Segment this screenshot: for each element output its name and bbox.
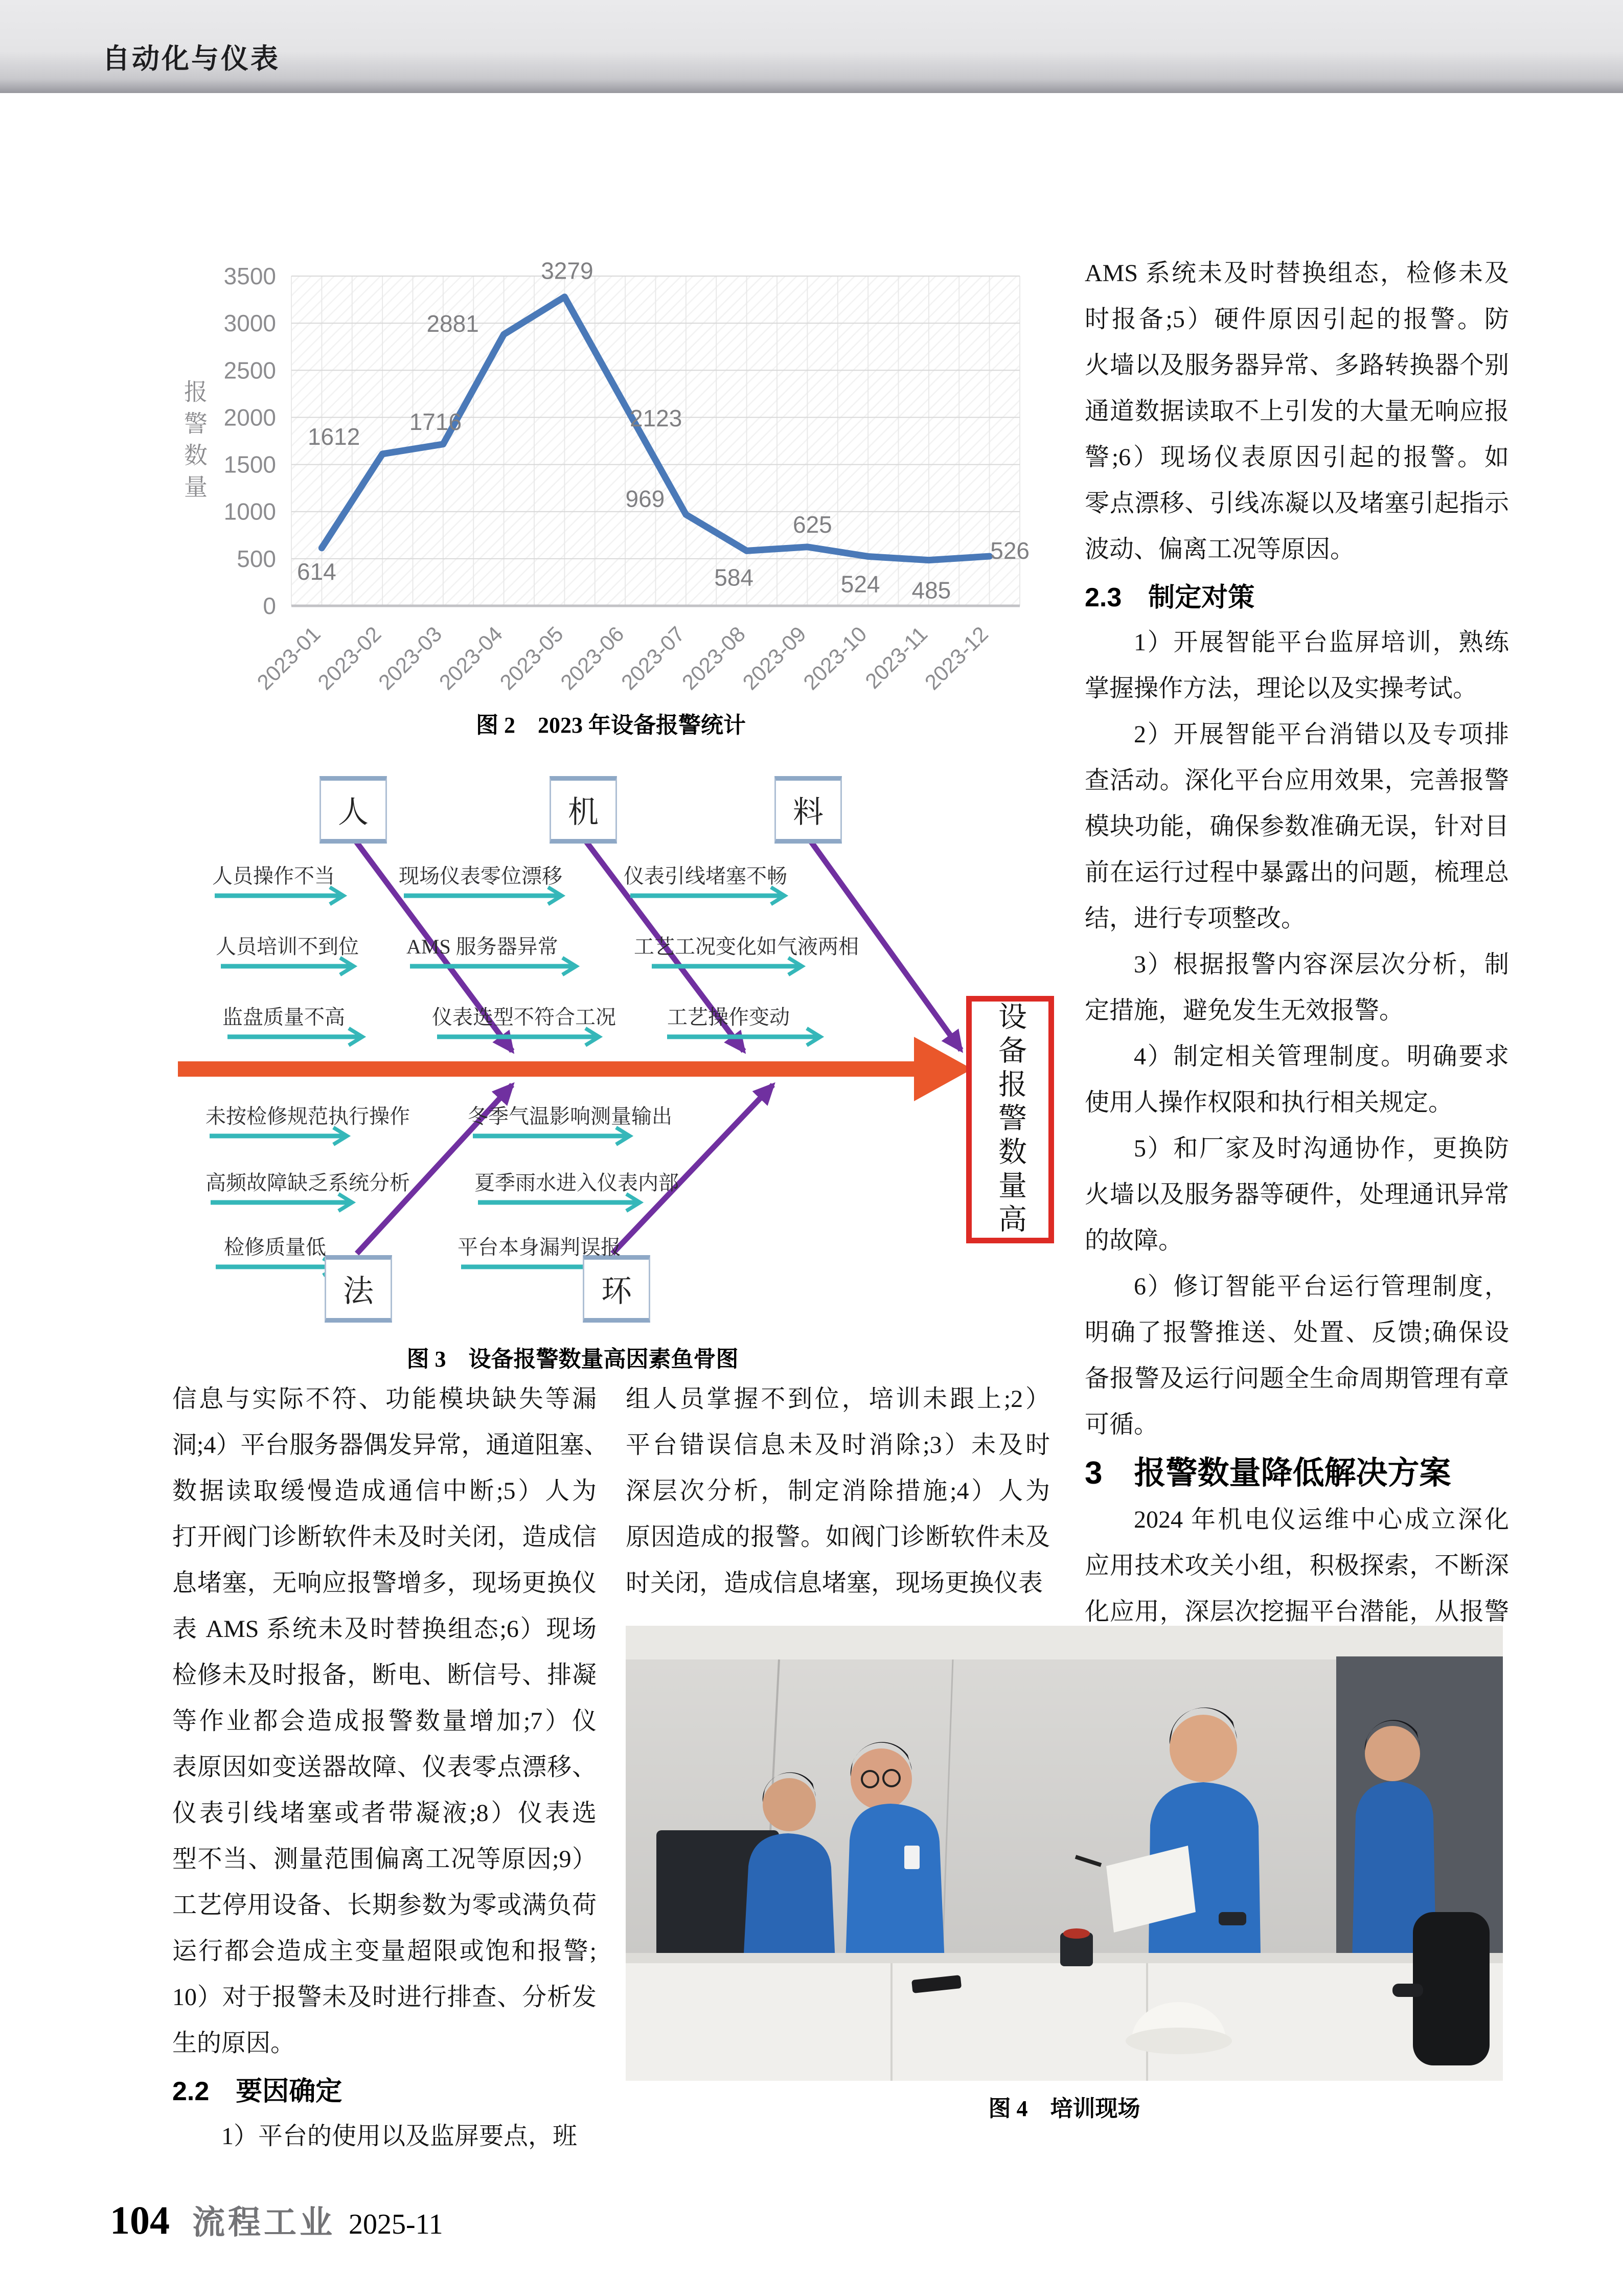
svg-text:2023-06: 2023-06 <box>556 622 629 695</box>
text-line: 3）根据报警内容深层次分析，制 <box>1134 951 1509 978</box>
text-line: 运行都会造成主变量超限或饱和报警; <box>172 1938 597 1965</box>
text-line: 5）和厂家及时沟通协作，更换防 <box>1134 1135 1509 1162</box>
text-line: 火墙以及服务器异常、多路转换器个别 <box>1085 352 1509 379</box>
text-line: 前在运行过程中暴露出的问题，梳理总 <box>1085 859 1509 886</box>
text-line: 4）制定相关管理制度。明确要求 <box>1134 1043 1509 1070</box>
cause-label: 现场仪表零位漂移 <box>399 865 562 888</box>
svg-text:2023-09: 2023-09 <box>738 622 811 695</box>
chart-y-axis-title: 报警数量 <box>181 379 207 506</box>
text-line: 洞;4）平台服务器偶发异常，通道阻塞、 <box>172 1431 609 1459</box>
heading-2-2: 2.2 要因确定 <box>172 2077 342 2106</box>
training-photo-illustration <box>626 1626 1503 2081</box>
category-box-material: 料 <box>774 776 842 844</box>
svg-text:1612: 1612 <box>307 423 360 450</box>
text-line: 结，进行专项整改。 <box>1085 905 1306 932</box>
fishbone-diagram <box>174 767 1050 1345</box>
svg-text:3279: 3279 <box>541 257 593 284</box>
svg-text:2023-03: 2023-03 <box>374 622 447 695</box>
svg-text:2881: 2881 <box>426 310 479 337</box>
text-line: 明确了报警推送、处置、反馈;确保设 <box>1085 1319 1509 1346</box>
section-title: 自动化与仪表 <box>102 43 280 74</box>
figure3-caption: 图 3 设备报警数量高因素鱼骨图 <box>406 1347 739 1372</box>
cause-label: 高频故障缺乏系统分析 <box>205 1171 410 1194</box>
heading-2-3: 2.3 制定对策 <box>1085 583 1255 612</box>
text-column-middle <box>626 1376 1050 1606</box>
cause-label: 人员操作不当 <box>212 865 335 888</box>
text-line: 1）平台的使用以及监屏要点，班 <box>221 2123 578 2150</box>
category-box-machine: 机 <box>550 776 617 844</box>
cause-label: 冬季气温影响测量输出 <box>468 1105 672 1128</box>
text-line: 表 AMS 系统未及时替换组态;6）现场 <box>172 1616 597 1643</box>
svg-text:2500: 2500 <box>223 357 276 384</box>
svg-text:2023-01: 2023-01 <box>252 622 325 695</box>
photo-ceiling <box>626 1626 1503 1660</box>
text-line: 零点漂移、引线冻凝以及堵塞引起指示 <box>1085 490 1509 517</box>
svg-text:2023-07: 2023-07 <box>616 622 690 695</box>
svg-text:2023-10: 2023-10 <box>798 622 872 695</box>
svg-text:0: 0 <box>263 593 276 619</box>
svg-text:2023-04: 2023-04 <box>434 622 507 695</box>
text-line: 息堵塞，无响应报警增多，现场更换仪 <box>172 1570 597 1597</box>
text-line: 工艺停用设备、长期参数为零或满负荷 <box>172 1892 597 1919</box>
text-line: 掌握操作方法，理论以及实操考试。 <box>1085 675 1478 702</box>
category-box-man: 人 <box>319 776 387 844</box>
text-line: 使用人操作权限和执行相关规定。 <box>1085 1089 1453 1116</box>
text-line: 深层次分析，制定消除措施;4）人为 <box>626 1477 1050 1505</box>
cause-label: 监盘质量不高 <box>222 1006 345 1029</box>
category-box-environment: 环 <box>583 1255 650 1323</box>
cause-label: 工艺操作变动 <box>667 1006 790 1029</box>
svg-text:2023-05: 2023-05 <box>495 622 568 695</box>
text-line: 通道数据读取不上引发的大量无响应报 <box>1085 398 1509 425</box>
figure4-caption: 图 4 培训现场 <box>988 2096 1140 2121</box>
svg-text:2000: 2000 <box>223 404 276 431</box>
training-photo <box>626 1626 1503 2081</box>
svg-text:3500: 3500 <box>223 263 276 289</box>
cause-label: 工艺工况变化如气液两相 <box>634 935 859 958</box>
text-line: 时报备;5）硬件原因引起的报警。防 <box>1085 306 1509 333</box>
cause-label: 未按检修规范执行操作 <box>205 1105 410 1128</box>
text-line: 等作业都会造成报警数量增加;7）仪 <box>172 1708 597 1735</box>
text-line: 定措施，避免发生无效报警。 <box>1085 997 1404 1024</box>
svg-text:485: 485 <box>911 577 951 604</box>
page-header-band <box>0 0 1623 93</box>
svg-text:1500: 1500 <box>223 451 276 478</box>
text-line: 原因造成的报警。如阀门诊断软件未及 <box>626 1524 1050 1551</box>
alarm-trend-chart <box>174 251 1048 700</box>
text-line: 表原因如变送器故障、仪表零点漂移、 <box>172 1754 597 1781</box>
figure2-caption: 图 2 2023 年设备报警统计 <box>476 713 746 738</box>
text-line: 10）对于报警未及时进行排查、分析发 <box>172 1984 597 2011</box>
text-line: 检修未及时报备，断电、断信号、排凝 <box>172 1662 597 1689</box>
svg-text:614: 614 <box>297 558 336 585</box>
svg-text:1716: 1716 <box>409 408 462 435</box>
svg-text:500: 500 <box>237 545 276 572</box>
svg-text:2123: 2123 <box>629 404 682 431</box>
line-chart-canvas <box>174 251 1048 700</box>
text-line: 2）开展智能平台消错以及专项排 <box>1134 721 1509 748</box>
text-line: 数据读取缓慢造成通信中断;5）人为 <box>172 1477 597 1505</box>
cause-label: 夏季雨水进入仪表内部 <box>474 1171 679 1194</box>
text-line: 警;6）现场仪表原因引起的报警。如 <box>1085 444 1509 471</box>
svg-text:524: 524 <box>840 571 880 598</box>
text-line: 备报警及运行问题全生命周期管理有章 <box>1085 1365 1509 1392</box>
page-number: 104 <box>110 2198 170 2242</box>
svg-text:625: 625 <box>793 511 832 538</box>
category-box-method: 法 <box>325 1255 392 1323</box>
cause-label: 人员培训不到位 <box>216 935 359 958</box>
page-footer <box>110 2196 443 2243</box>
cause-label: 仪表引线堵塞不畅 <box>624 865 787 888</box>
text-line: 信息与实际不符、功能模块缺失等漏 <box>172 1385 597 1413</box>
text-line: AMS 系统未及时替换组态，检修未及 <box>1085 260 1509 287</box>
svg-text:969: 969 <box>625 485 665 512</box>
text-line: 应用技术攻关小组，积极探索，不断深 <box>1085 1552 1509 1579</box>
text-line: 火墙以及服务器等硬件，处理通讯异常 <box>1085 1181 1509 1208</box>
svg-text:1000: 1000 <box>223 498 276 525</box>
text-line: 可循。 <box>1085 1411 1159 1438</box>
text-line: 2024 年机电仪运维中心成立深化 <box>1134 1506 1509 1533</box>
text-line: 打开阀门诊断软件未及时关闭，造成信 <box>172 1524 597 1551</box>
issue-number: 2025-11 <box>349 2209 443 2240</box>
svg-text:2023-11: 2023-11 <box>860 622 932 694</box>
text-column-right <box>1085 251 1509 1635</box>
text-line: 查活动。深化平台应用效果，完善报警 <box>1085 767 1509 794</box>
text-line: 生的原因。 <box>172 2030 295 2057</box>
effect-box: 设备报警数量高 <box>966 996 1054 1243</box>
cause-label: 检修质量低 <box>224 1236 326 1259</box>
spine-arrow <box>178 1037 972 1101</box>
text-line: 组人员掌握不到位，培训未跟上;2） <box>626 1385 1050 1413</box>
text-line: 时关闭，造成信息堵塞，现场更换仪表 <box>626 1570 1043 1597</box>
cause-label: 仪表选型不符合工况 <box>432 1006 616 1029</box>
text-line: 型不当、测量范围偏离工况等原因;9） <box>172 1846 597 1873</box>
text-line: 平台错误信息未及时消除;3）未及时 <box>626 1431 1050 1459</box>
text-line: 仪表引线堵塞或者带凝液;8）仪表选 <box>172 1800 597 1827</box>
svg-text:2023-12: 2023-12 <box>920 622 993 695</box>
text-line: 波动、偏离工况等原因。 <box>1085 536 1355 563</box>
text-line: 1）开展智能平台监屏培训，熟练 <box>1134 629 1509 656</box>
journal-name: 流程工业 <box>192 2204 335 2241</box>
svg-text:526: 526 <box>990 537 1030 564</box>
heading-3: 3 报警数量降低解决方案 <box>1085 1456 1451 1491</box>
svg-text:2023-02: 2023-02 <box>313 622 386 695</box>
cause-label: 平台本身漏判误报 <box>458 1236 621 1259</box>
svg-text:3000: 3000 <box>223 310 276 337</box>
svg-text:584: 584 <box>714 564 753 591</box>
text-column-left <box>172 1376 609 2159</box>
svg-text:2023-08: 2023-08 <box>677 622 750 695</box>
text-line: 的故障。 <box>1085 1227 1183 1254</box>
text-line: 化应用，深层次挖掘平台潜能，从报警 <box>1085 1598 1509 1625</box>
text-line: 6）修订智能平台运行管理制度， <box>1134 1273 1509 1300</box>
text-line: 模块功能，确保参数准确无误，针对目 <box>1085 813 1509 840</box>
cause-label: AMS 服务器异常 <box>406 935 558 958</box>
